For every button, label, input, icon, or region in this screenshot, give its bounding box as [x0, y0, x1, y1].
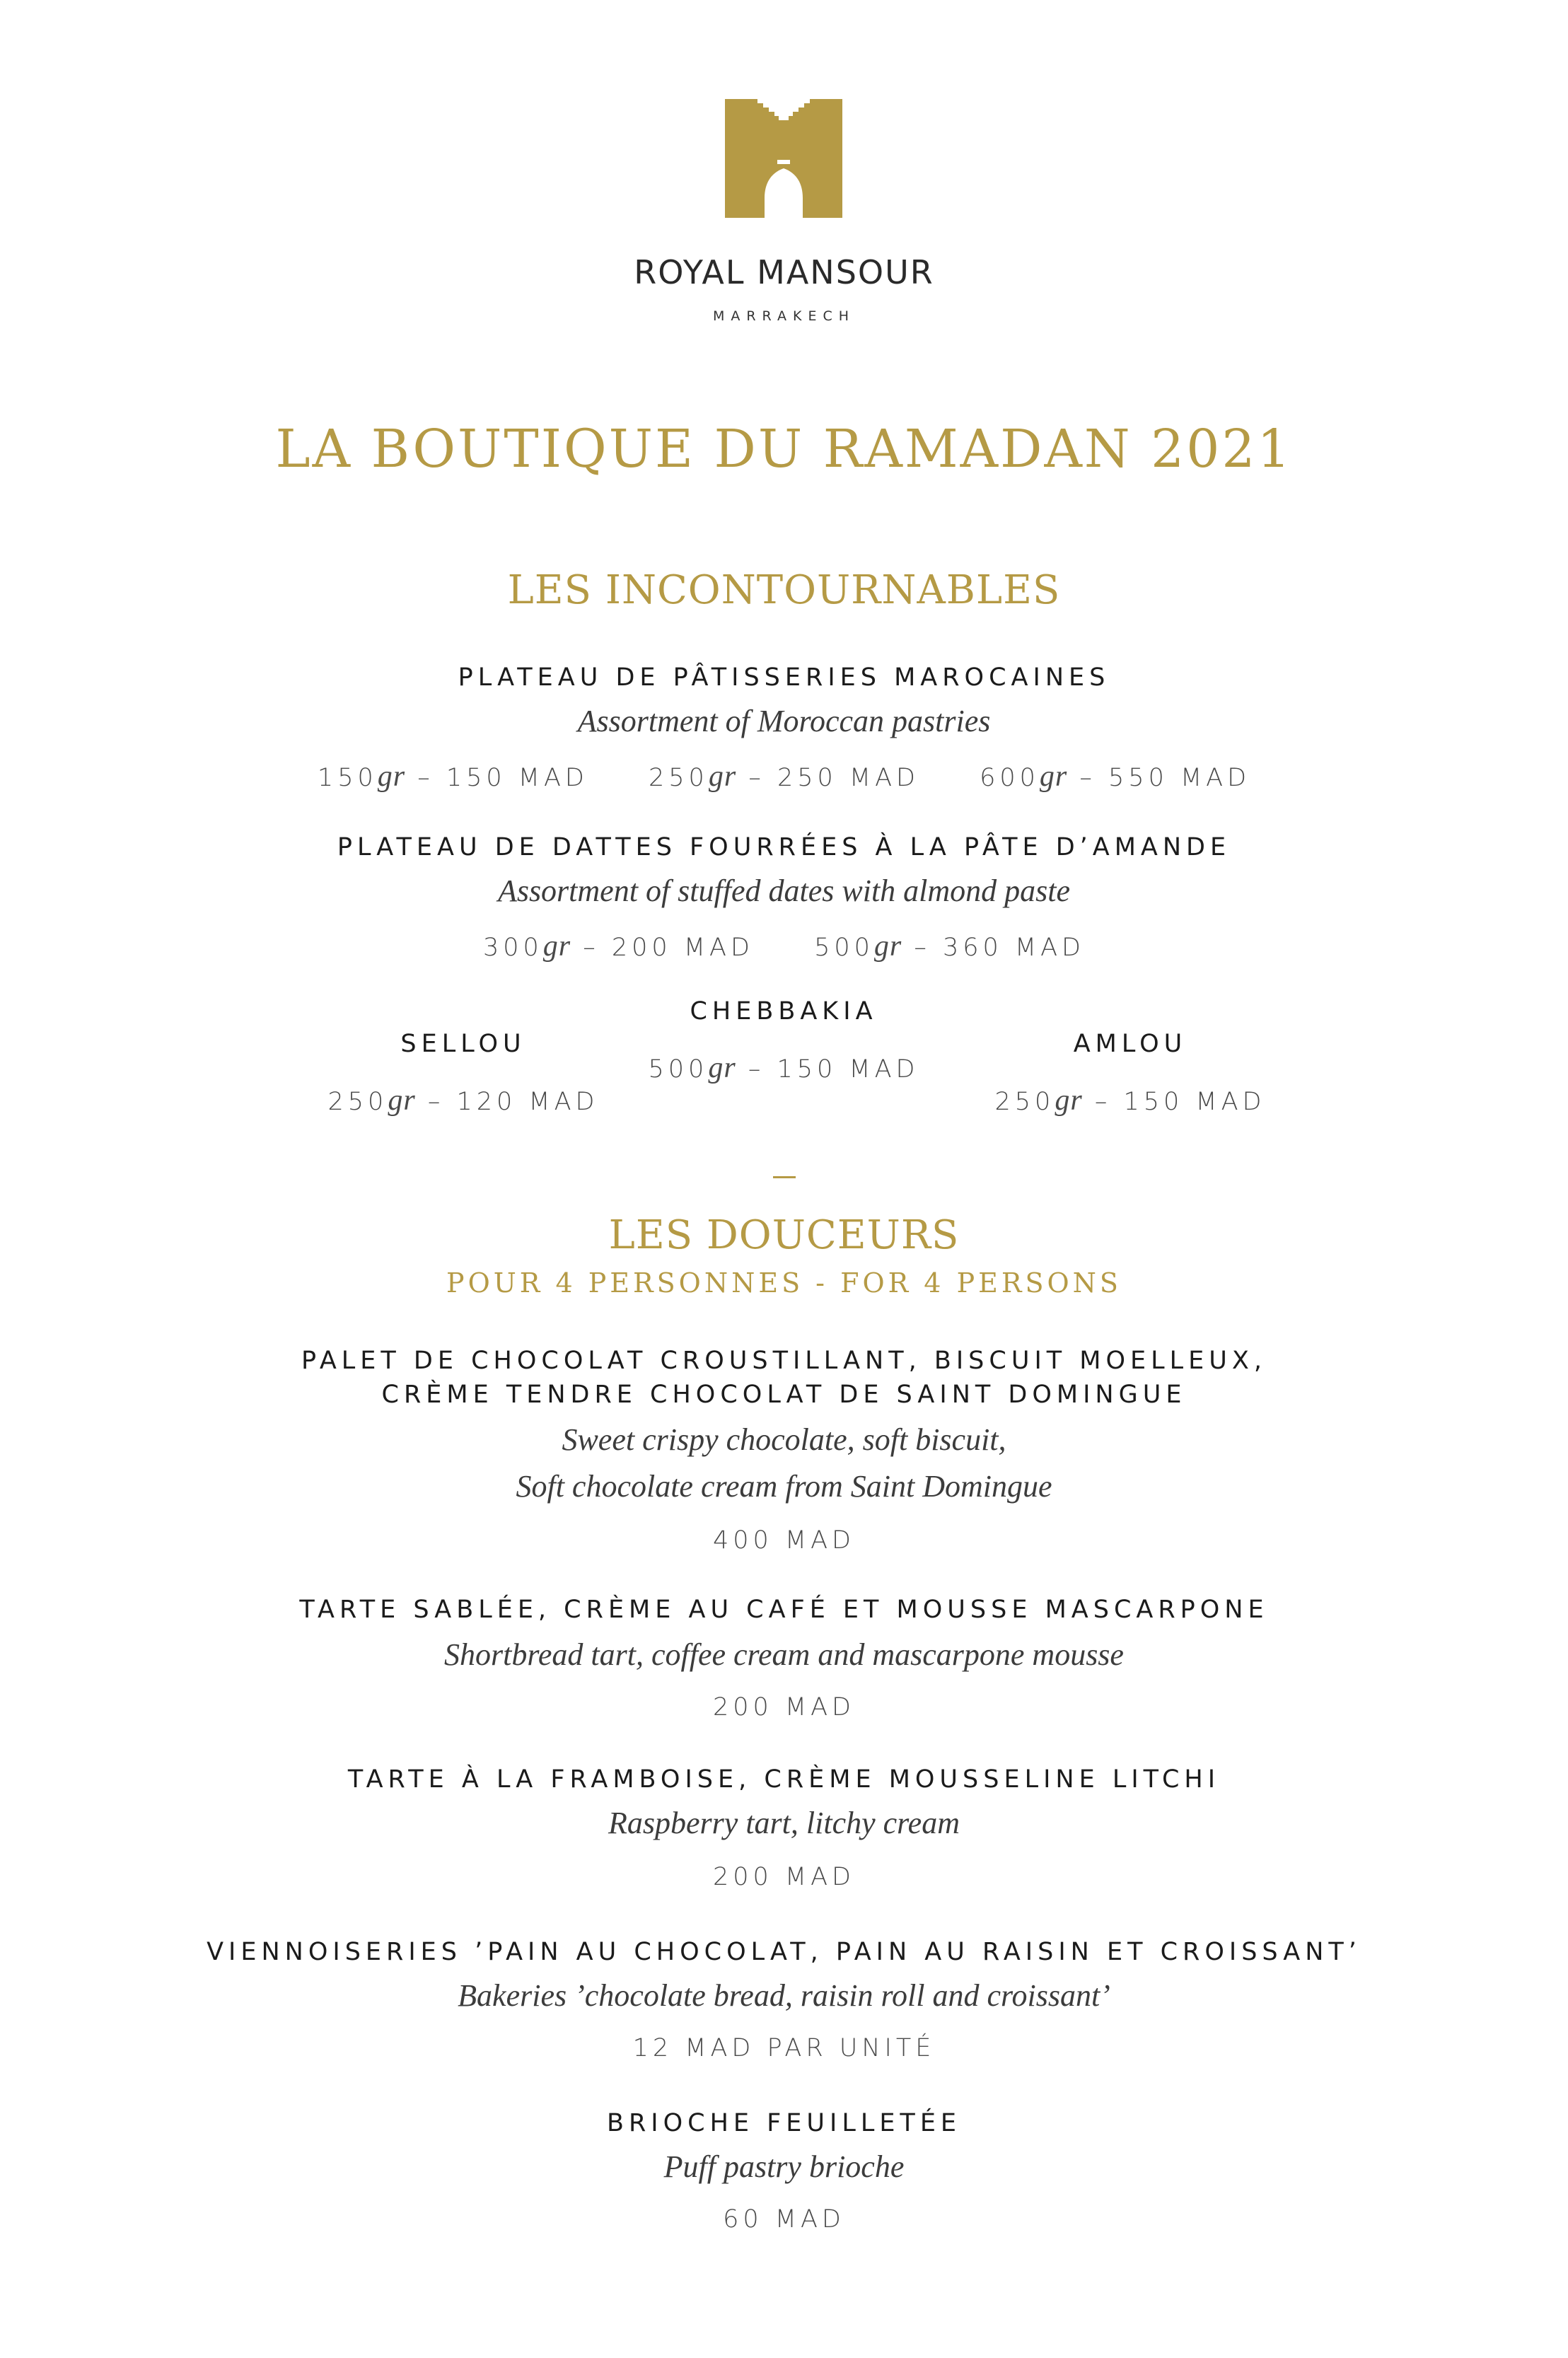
section-subtitle: POUR 4 PERSONNES - FOR 4 PERSONS [446, 1267, 1122, 1299]
item-price: 200 MAD [712, 1693, 856, 1721]
section-title-incontournables: LES INCONTOURNABLES [507, 567, 1061, 613]
item-name: AMLOU [1073, 1030, 1187, 1058]
item-name: VIENNOISERIES ’PAIN AU CHOCOLAT, PAIN AU RAISIN ET CROISSANT’ [207, 1938, 1361, 1966]
item-description: Assortment of stuffed dates with almond paste [497, 873, 1071, 908]
price-row [0, 929, 1568, 963]
item-name: PLATEAU DE DATTES FOURRÉES À LA PÂTE D’AMANDE [337, 833, 1231, 861]
item-description: Soft chocolate cream from Saint Domingue [516, 1469, 1052, 1504]
item-price: 60 MAD [723, 2205, 845, 2234]
section-title-douceurs: LES DOUCEURS [608, 1212, 960, 1258]
item-name: BRIOCHE FEUILLETÉE [606, 2109, 962, 2137]
item-price: 12 MAD PAR UNITÉ [632, 2034, 936, 2062]
item-description: Assortment of Moroccan pastries [577, 704, 991, 738]
item-name: TARTE SABLÉE, CRÈME AU CAFÉ ET MOUSSE MASCARPONE [299, 1596, 1269, 1624]
item-name: CRÈME TENDRE CHOCOLAT DE SAINT DOMINGUE [381, 1381, 1187, 1409]
item-description: Raspberry tart, litchy cream [608, 1806, 960, 1840]
page-title: LA BOUTIQUE DU RAMADAN 2021 [275, 419, 1293, 480]
item-description: Puff pastry brioche [663, 2149, 905, 2184]
gate-logo-icon [725, 99, 842, 218]
brand-city: MARRAKECH [712, 308, 856, 324]
item-name: TARTE À LA FRAMBOISE, CRÈME MOUSSELINE LITCHI [347, 1765, 1221, 1794]
price-option: 500gr – 360 MAD [814, 930, 1086, 963]
price-row [0, 760, 1568, 794]
item-name: PLATEAU DE PÂTISSERIES MAROCAINES [458, 663, 1110, 692]
item-name: SELLOU [400, 1030, 526, 1058]
section-divider [773, 1176, 796, 1178]
brand-name: ROYAL MANSOUR [634, 253, 934, 291]
price-option: 250gr – 250 MAD [649, 760, 919, 793]
item-price: 400 MAD [712, 1526, 856, 1555]
item-price: 200 MAD [712, 1863, 856, 1891]
item-name: CHEBBAKIA [690, 997, 878, 1026]
item-description: Bakeries ’chocolate bread, raisin roll and croissant’ [458, 1978, 1110, 2013]
price-option: 500gr – 150 MAD [648, 1052, 919, 1084]
price-option: 250gr – 150 MAD [994, 1084, 1266, 1117]
price-option: 150gr – 150 MAD [317, 760, 588, 793]
item-description: Sweet crispy chocolate, soft biscuit, [562, 1422, 1006, 1457]
price-option: 250gr – 120 MAD [327, 1084, 599, 1117]
price-option: 300gr – 200 MAD [482, 930, 754, 963]
item-description: Shortbread tart, coffee cream and mascarpone mousse [444, 1637, 1124, 1672]
price-option: 600gr – 550 MAD [980, 760, 1251, 793]
item-name: PALET DE CHOCOLAT CROUSTILLANT, BISCUIT MOELLEUX, [301, 1347, 1267, 1375]
column-amlou [918, 1030, 1342, 1117]
